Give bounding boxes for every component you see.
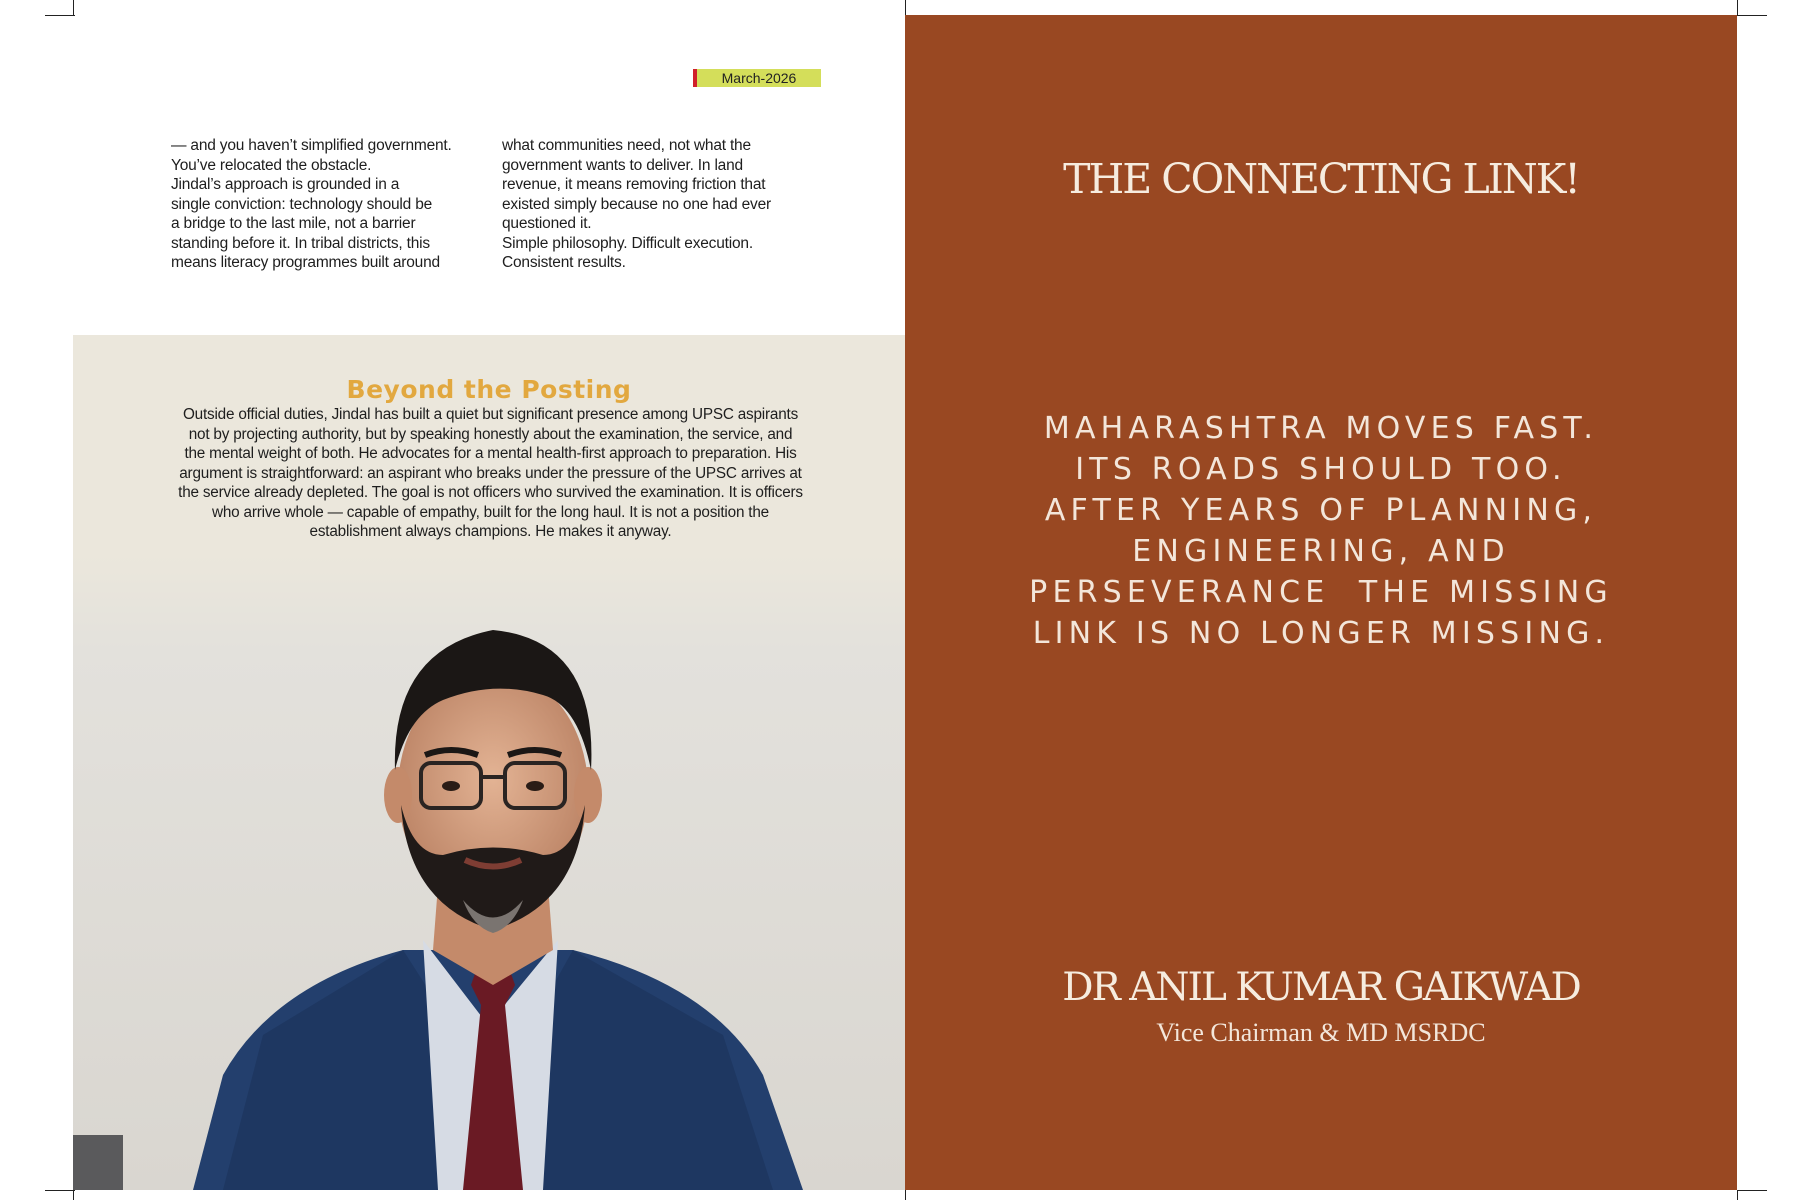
quote-line: ENGINEERING, AND	[1132, 534, 1510, 569]
issue-date: March-2026	[721, 70, 797, 86]
quote-line: AFTER YEARS OF PLANNING,	[1044, 493, 1598, 528]
quote-line: PERSEVERANCE THE MISSING	[1029, 575, 1613, 610]
crop-mark	[45, 15, 75, 16]
crop-mark	[1737, 0, 1738, 15]
article-column-2	[502, 136, 802, 273]
article-column-1	[171, 136, 471, 273]
beyond-body: Outside official duties, Jindal has built a quiet but significant presence among UPSC aspirants not by projecting authority, but by speaking honestly about the examination, the service, and the mental weight of both. He advocates for a mental health-first approach to preparation. His argument is straightforward: an aspirant who breaks under the pressure of the UPSC arrives at the service already depleted. The goal is not officers who survived the examination. It is officers who arrive whole — capable of empathy, built for the long haul. It is not a position the establishment always champions. He makes it anyway.	[178, 406, 803, 540]
beyond-the-posting-panel	[73, 335, 905, 1190]
crop-mark	[73, 0, 74, 15]
person-role: Vice Chairman & MD MSRDC	[1156, 1018, 1486, 1047]
quote-line: MAHARASHTRA MOVES FAST.	[1043, 411, 1599, 446]
crop-mark	[905, 1190, 906, 1200]
msrdc-advert	[905, 15, 1737, 1190]
beyond-title: Beyond the Posting	[346, 375, 632, 404]
portrait-photo	[73, 555, 905, 1190]
quote-line: ITS ROADS SHOULD TOO.	[1075, 452, 1567, 487]
advert-title: THE CONNECTING LINK!	[1063, 155, 1579, 203]
quote-line: LINK IS NO LONGER MISSING.	[1032, 616, 1610, 651]
crop-mark	[73, 1190, 74, 1200]
crop-mark	[1737, 1190, 1767, 1191]
article-column-2-text: what communities need, not what the government wants to deliver. In land revenue, it means removing friction that existed simply because no one had ever questioned it. Simple philosophy. Difficult execution. Consistent results.	[502, 137, 771, 271]
person-name: DR ANIL KUMAR GAIKWAD	[1062, 965, 1580, 1010]
issue-date-tag	[693, 69, 821, 87]
crop-mark	[1737, 15, 1767, 16]
article-column-1-text: — and you haven’t simplified government. You’ve relocated the obstacle. Jindal’s approach is grounded in a single conviction: technology should be a bridge to the last mile, not a barrier standing before it. In tribal districts, this means literacy programmes built around	[171, 137, 452, 271]
crop-mark	[45, 1190, 75, 1191]
crop-mark	[905, 0, 906, 15]
advert-quote	[985, 408, 1657, 654]
crop-mark	[1737, 1190, 1738, 1200]
